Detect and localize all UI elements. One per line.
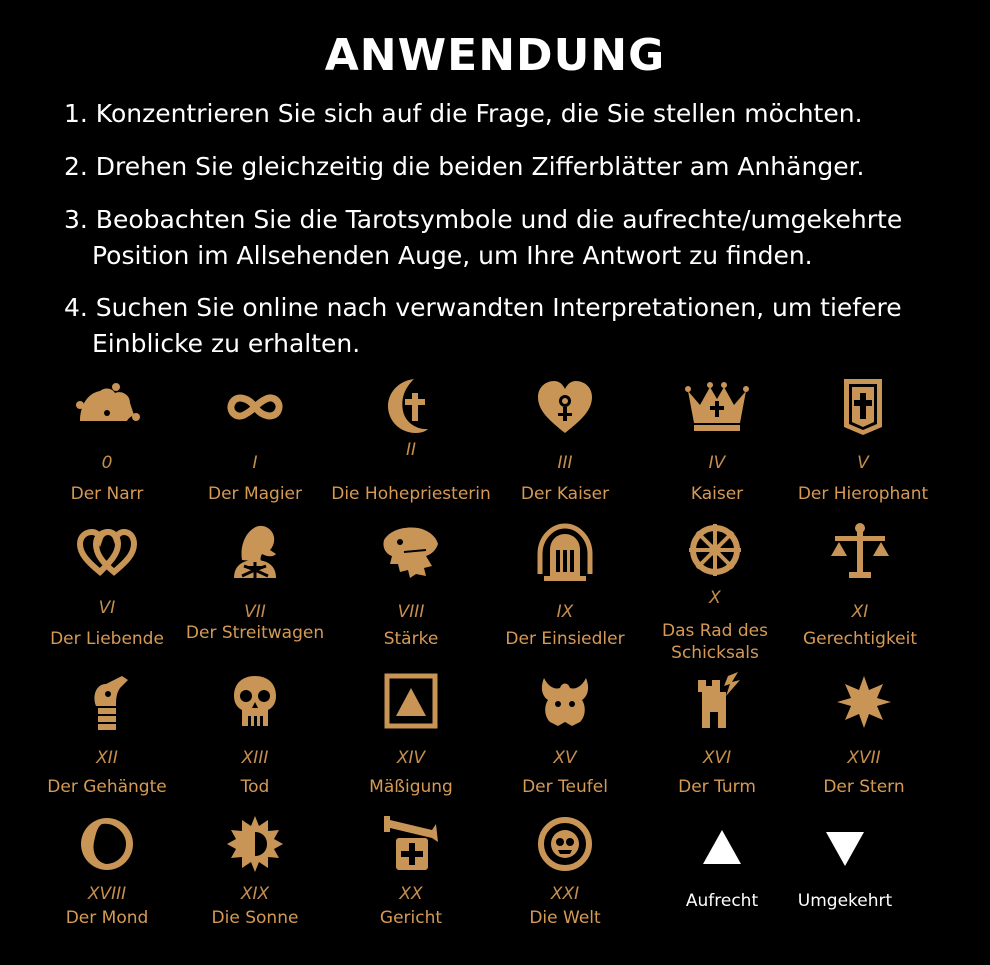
lion-head-icon [376, 520, 446, 584]
crown-icon [682, 375, 752, 439]
world-icon [530, 812, 600, 876]
symbol-number: X [709, 588, 721, 608]
symbol-number: XV [553, 748, 577, 768]
symbol-number: V [857, 453, 869, 473]
horse-wheel-icon [220, 520, 290, 584]
symbol-label: Der Mond [65, 908, 149, 928]
step-text: 2. Drehen Sie gleichzeitig die beiden Zifferblätter am Anhänger. [64, 152, 865, 181]
symbol-label: Tod [240, 777, 270, 797]
symbol-number: IV [708, 453, 726, 473]
symbol-label: Der Liebende [50, 629, 164, 649]
symbol-label: Der Gehängte [47, 777, 167, 797]
moon-icon [72, 812, 142, 876]
symbol-number: XVII [847, 748, 881, 768]
step-text-continued: Einblicke zu erhalten. [92, 329, 361, 358]
symbol-number: II [405, 440, 417, 460]
symbol-label: Stärke [383, 629, 439, 649]
symbol-label: Der Narr [70, 484, 144, 504]
symbol-number: XIII [241, 748, 269, 768]
skull-icon [220, 670, 290, 734]
double-heart-icon [72, 520, 142, 584]
step-text-continued: Position im Allsehenden Auge, um Ihre Antwort zu finden. [92, 241, 813, 270]
cross-tablet-icon [828, 375, 898, 439]
lantern-icon [530, 520, 600, 584]
symbol-label: Der Teufel [522, 777, 608, 797]
symbol-label: Der Magier [208, 484, 302, 504]
symbol-number: XVI [702, 748, 732, 768]
symbol-number: XXI [550, 884, 580, 904]
step-text: 1. Konzentrieren Sie sich auf die Frage, die Sie stellen möchten. [64, 99, 863, 128]
triangle-frame-icon [376, 670, 446, 734]
tower-icon [682, 670, 752, 734]
symbol-number: XIX [240, 884, 270, 904]
scales-icon [825, 520, 895, 584]
step-text: 3. Beobachten Sie die Tarotsymbole und die aufrechte/umgekehrte [64, 205, 903, 234]
symbol-number: VIII [397, 602, 425, 622]
crescent-cross-icon [376, 375, 446, 439]
symbol-number: VII [244, 602, 266, 622]
instruction-step-4 [64, 290, 944, 362]
symbol-label: Die Hohepriesterin [331, 484, 491, 504]
legend-label: Umgekehrt [797, 891, 893, 911]
symbol-number: VI [98, 598, 116, 618]
page-title: ANWENDUNG [324, 30, 666, 81]
symbol-number: XIV [396, 748, 426, 768]
symbol-number: XI [851, 602, 869, 622]
instruction-step-1 [64, 96, 944, 132]
symbol-label: Der Kaiser [520, 484, 610, 504]
devil-icon [530, 670, 600, 734]
heart-venus-icon [530, 375, 600, 439]
symbol-label: Das Rad des Schicksals [662, 621, 768, 663]
symbol-label: Kaiser [690, 484, 744, 504]
jester-hat-icon [72, 375, 142, 439]
infinity-icon [220, 375, 290, 439]
symbol-number: IX [556, 602, 574, 622]
legend-label: Aufrecht [685, 891, 759, 911]
triangle-up-icon [687, 826, 757, 890]
symbol-label: Die Welt [529, 908, 601, 928]
instruction-step-2 [64, 149, 944, 185]
instruction-step-3 [64, 202, 944, 274]
symbol-label: Der Hierophant [797, 484, 929, 504]
wheel-icon [680, 520, 750, 584]
symbol-label: Gerechtigkeit [802, 629, 918, 649]
symbol-number: XX [399, 884, 423, 904]
sun-icon [220, 812, 290, 876]
symbol-label: Mäßigung [369, 777, 453, 797]
symbol-label: Der Turm [678, 777, 756, 797]
step-text: 4. Suchen Sie online nach verwandten Interpretationen, um tiefere [64, 293, 902, 322]
symbol-number: I [252, 453, 258, 473]
symbol-label: Gericht [379, 908, 443, 928]
hanged-figure-icon [72, 670, 142, 734]
trumpet-icon [376, 812, 446, 876]
triangle-down-icon [810, 826, 880, 890]
symbol-label: Der Stern [823, 777, 905, 797]
symbol-number: III [557, 453, 573, 473]
symbol-number: XII [96, 748, 118, 768]
star-icon [829, 670, 899, 734]
symbol-label: Die Sonne [211, 908, 299, 928]
symbol-number: XVIII [87, 884, 127, 904]
symbol-number: 0 [101, 453, 113, 473]
symbol-label: Der Streitwagen [185, 623, 325, 643]
symbol-label: Der Einsiedler [505, 629, 625, 649]
